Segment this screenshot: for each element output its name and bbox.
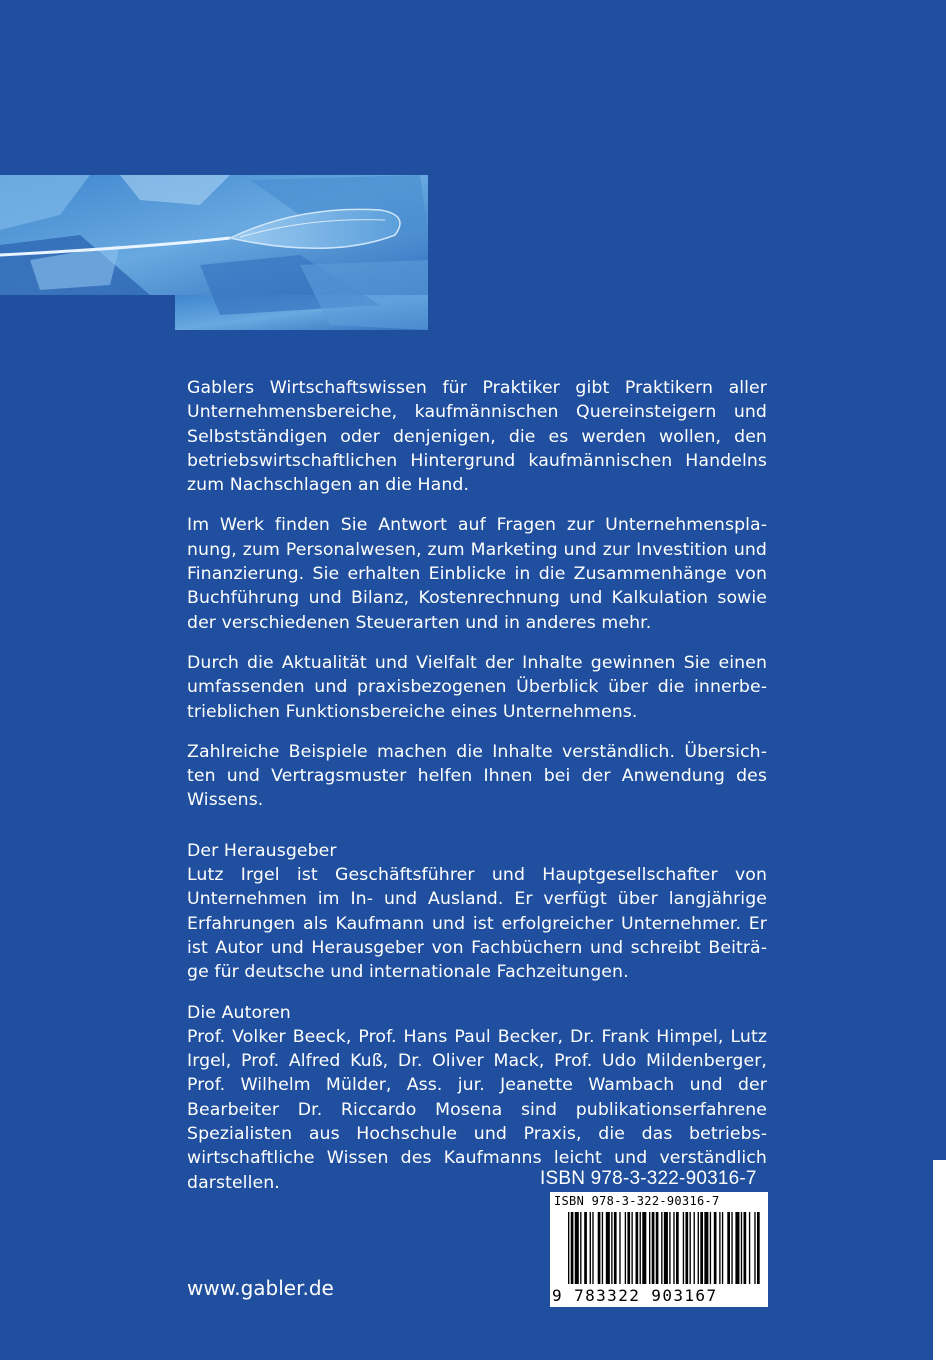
barcode-bar bbox=[614, 1212, 617, 1284]
barcode-bar bbox=[640, 1212, 641, 1284]
barcode-bar bbox=[749, 1212, 750, 1284]
barcode-bar bbox=[631, 1212, 632, 1284]
barcode-bar bbox=[636, 1212, 639, 1284]
barcode-bar bbox=[571, 1212, 574, 1284]
barcode-bar bbox=[649, 1212, 650, 1284]
barcode-bar bbox=[575, 1212, 579, 1284]
barcode-digits: 9 783322 903167 bbox=[552, 1286, 718, 1305]
editor-section bbox=[187, 839, 767, 985]
barcode-bar bbox=[656, 1212, 659, 1284]
barcode-top-text: ISBN 978-3-322-90316-7 bbox=[554, 1194, 720, 1208]
barcode-bar bbox=[580, 1212, 581, 1284]
isbn-label: ISBN 978-3-322-90316-7 bbox=[540, 1168, 757, 1189]
back-cover-text bbox=[187, 376, 767, 1195]
isbn-barcode bbox=[550, 1192, 768, 1307]
paragraph-overview: Durch die Aktualität und Vielfalt der Inhalte gewinnen Sie einen umfassenden und praxisbezogenen Überblick über die innerbetrieblichen Funktionsbereiche eines Unternehmens. bbox=[187, 652, 767, 722]
barcode-bar bbox=[727, 1212, 730, 1284]
barcode-bar bbox=[592, 1212, 593, 1284]
barcode-bar bbox=[590, 1212, 591, 1284]
barcode-bar bbox=[611, 1212, 612, 1284]
barcode-bar bbox=[698, 1212, 699, 1284]
barcode-bar bbox=[568, 1212, 569, 1284]
authors-section bbox=[187, 1001, 767, 1195]
edge-marker bbox=[933, 1160, 946, 1360]
barcode-bar bbox=[735, 1212, 739, 1284]
barcode-bar bbox=[652, 1212, 655, 1284]
barcode-bar bbox=[619, 1212, 620, 1284]
barcode-bar bbox=[664, 1212, 668, 1284]
paragraph-intro: Gablers Wirtschaftswissen für Praktiker gibt Praktikern aller Unternehmensbereiche, kaufmännischen Quereinsteigern und Selbstständigen oder denjenigen, die es werden wollen, den betriebswirtschaftlichen Hintergrund kaufmännischen Handelns zum Nachschlagen an die Hand. bbox=[187, 378, 767, 496]
barcode-bar bbox=[669, 1212, 670, 1284]
barcode-bar bbox=[690, 1212, 691, 1284]
barcode-bar bbox=[661, 1212, 662, 1284]
cover-photo-strip bbox=[0, 175, 428, 330]
barcode-bar bbox=[744, 1212, 747, 1284]
barcode-bar bbox=[704, 1212, 708, 1284]
barcode-bar bbox=[683, 1212, 684, 1284]
editor-text: Lutz Irgel ist Geschäftsführer und Hauptgesellschafter von Unternehmen im In- und Ausland. Er verfügt über langjährige Erfahrungen als Kaufmann und ist erfolgreicher Unternehmer. Er ist Autor und Herausgeber von Fachbüchern und schreibt Beiträge für deutsche und internationale Fachzeitungen. bbox=[187, 865, 767, 983]
barcode-bar bbox=[757, 1212, 760, 1284]
barcode-bar bbox=[602, 1212, 603, 1284]
dart-photo bbox=[0, 175, 428, 330]
barcode-bar bbox=[710, 1212, 711, 1284]
barcode-bar bbox=[714, 1212, 717, 1284]
barcode-bar bbox=[741, 1212, 742, 1284]
authors-heading: Die Autoren bbox=[187, 1002, 291, 1023]
barcode-bar bbox=[731, 1212, 732, 1284]
barcode-bar bbox=[754, 1212, 755, 1284]
barcode-bar bbox=[722, 1212, 723, 1284]
paragraph-contents: Im Werk finden Sie Antwort auf Fragen zur Unternehmensplanung, zum Personalwesen, zum Marketing und zur Investition und Finanzierung. Sie erhalten Einblicke in die Zusammenhänge von Buchführung und Bilanz, Kostenrechnung und Kalkulation sowie der verschiedenen Steuerarten und in anderes mehr. bbox=[187, 515, 767, 633]
barcode-bar bbox=[719, 1212, 720, 1284]
barcode-bar bbox=[627, 1212, 630, 1284]
authors-text: Prof. Volker Beeck, Prof. Hans Paul Becker, Dr. Frank Himpel, Lutz Irgel, Prof. Alfred Kuß, Dr. Oliver Mack, Prof. Udo Mildenberger, Prof. Wilhelm Mülder, Ass. jur. Jeanette Wambach und der Bearbeiter Dr. Riccardo Mosena sind publikationserfahrene Spezialisten aus Hochschule und Praxis, die das betriebswirtschaftliche Wissen des Kaufmanns leicht und verständlich darstellen. bbox=[187, 1026, 767, 1193]
barcode-bar bbox=[598, 1212, 601, 1284]
barcode-bar bbox=[584, 1212, 587, 1284]
barcode-bar bbox=[700, 1212, 703, 1284]
paragraph-examples: Zahlreiche Beispiele machen die Inhalte verständlich. Übersichten und Vertragsmuster helfen Ihnen bei der Anwendung des Wissens. bbox=[187, 741, 767, 811]
barcode-bar bbox=[676, 1212, 679, 1284]
website-url: www.gabler.de bbox=[187, 1276, 334, 1300]
barcode-bar bbox=[606, 1212, 610, 1284]
barcode-bar bbox=[642, 1212, 646, 1284]
editor-heading: Der Herausgeber bbox=[187, 840, 337, 861]
barcode-bar bbox=[694, 1212, 695, 1284]
barcode-bar bbox=[625, 1212, 626, 1284]
barcode-bar bbox=[685, 1212, 688, 1284]
barcode-bar bbox=[673, 1212, 674, 1284]
